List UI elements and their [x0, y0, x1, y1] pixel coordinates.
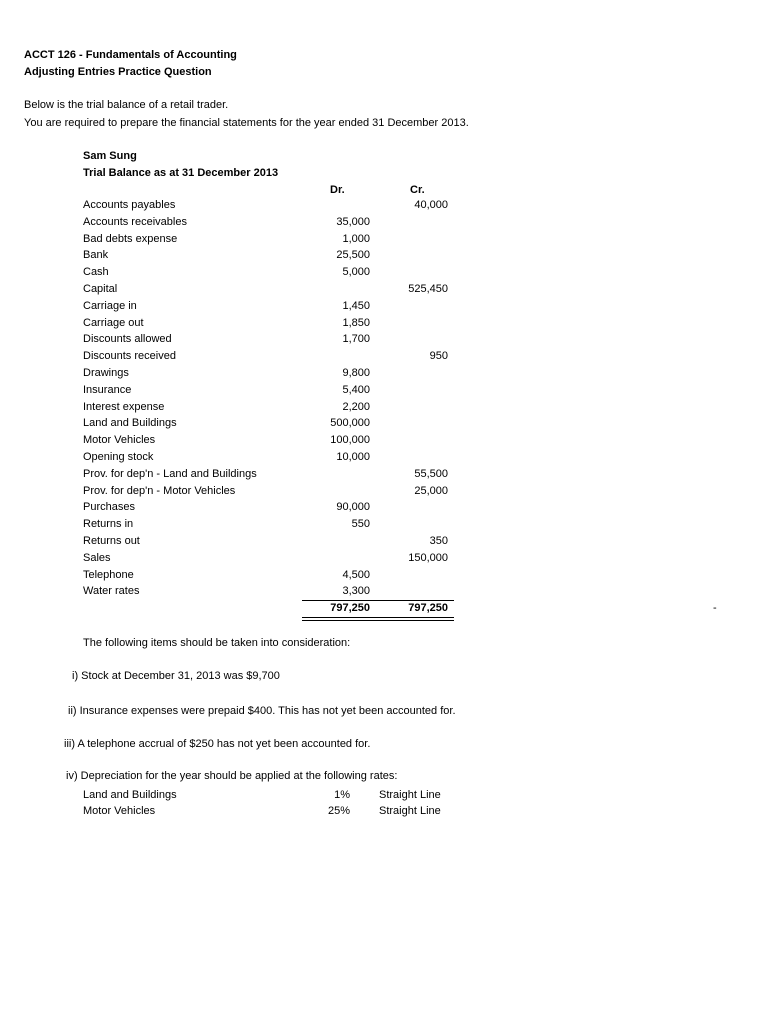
dep-method-2: Straight Line [379, 805, 441, 817]
table-row [0, 516, 768, 533]
item-4 [66, 769, 397, 783]
account-name: Prov. for dep'n - Land and Buildings [83, 467, 257, 480]
item-3 [64, 737, 370, 751]
credit-value: 150,000 [408, 551, 448, 564]
table-row [0, 247, 768, 264]
account-name: Discounts allowed [83, 333, 172, 346]
table-row [0, 331, 768, 348]
stray-dash: - [713, 602, 717, 614]
dep-asset-2: Motor Vehicles [83, 805, 156, 817]
account-name: Accounts receivables [83, 215, 187, 228]
account-name: Water rates [83, 585, 140, 598]
debit-value: 2,200 [342, 400, 370, 413]
debit-value: 9,800 [342, 367, 370, 379]
debit-value: 90,000 [336, 501, 370, 514]
account-name: Interest expense [83, 400, 165, 413]
total-row [0, 600, 768, 617]
account-name: Drawings [83, 367, 129, 379]
debit-value: 5,000 [342, 266, 370, 279]
item-4-text: Depreciation for the year should be applied at the following rates: [80, 770, 398, 782]
table-row [0, 281, 768, 298]
credit-value: 55,500 [414, 467, 448, 480]
dep-asset-1: Land and Buildings [83, 789, 177, 801]
credit-value: 40,000 [414, 199, 448, 211]
account-name: Carriage out [83, 316, 144, 329]
account-name: Motor Vehicles [83, 434, 156, 447]
table-row [0, 382, 768, 399]
item-2 [68, 704, 456, 718]
table-row [0, 432, 768, 449]
account-name: Telephone [83, 568, 134, 581]
account-name: Prov. for dep'n - Motor Vehicles [83, 484, 236, 497]
account-name: Discounts received [83, 350, 176, 363]
debit-value: 1,850 [342, 316, 370, 329]
table-row [0, 550, 768, 567]
company-name: Sam Sung [83, 150, 137, 162]
table-row [0, 348, 768, 365]
table-row [0, 365, 768, 382]
item-1 [72, 669, 280, 683]
total-dr: 797,250 [330, 602, 370, 614]
total-double-rule-2 [302, 620, 454, 621]
table-row [0, 466, 768, 483]
account-name: Insurance [83, 383, 132, 396]
account-name: Opening stock [83, 451, 154, 463]
account-name: Purchases [83, 501, 135, 514]
practice-subtitle: Adjusting Entries Practice Question [24, 66, 212, 78]
item-4-number: iv) [66, 770, 78, 782]
table-row [0, 583, 768, 600]
table-row [0, 298, 768, 315]
debit-value: 35,000 [336, 215, 370, 228]
table-row [0, 449, 768, 466]
total-double-rule-1 [302, 617, 454, 618]
debit-value: 550 [351, 518, 370, 531]
account-name: Returns in [83, 518, 134, 531]
debit-value: 10,000 [336, 451, 370, 463]
trial-balance-title: Trial Balance as at 31 December 2013 [83, 167, 279, 179]
debit-value: 4,500 [342, 568, 370, 581]
credit-value: 25,000 [414, 484, 448, 497]
intro-line-1: Below is the trial balance of a retail trader. [24, 99, 229, 111]
debit-value: 3,300 [342, 585, 370, 598]
table-row [0, 197, 768, 214]
table-row [0, 533, 768, 550]
intro-line-2: You are required to prepare the financial statements for the year ended 31 December 2013. [24, 117, 469, 129]
debit-value: 1,000 [342, 232, 370, 245]
credit-value: 525,450 [408, 283, 448, 295]
debit-value: 1,450 [342, 299, 370, 312]
account-name: Bad debts expense [83, 232, 178, 245]
account-name: Returns out [83, 535, 140, 547]
debit-value: 1,700 [342, 333, 370, 346]
credit-value: 350 [429, 535, 448, 547]
account-name: Bank [83, 249, 109, 262]
dep-rate-2: 25% [327, 805, 350, 817]
table-row [0, 499, 768, 516]
account-name: Land and Buildings [83, 417, 177, 430]
table-row [0, 399, 768, 416]
table-row [0, 214, 768, 231]
dr-column-header: Dr. [330, 184, 345, 196]
dep-rate-1: 1% [334, 789, 350, 801]
debit-value: 5,400 [342, 383, 370, 396]
course-title: ACCT 126 - Fundamentals of Accounting [24, 49, 237, 61]
account-name: Carriage in [83, 299, 137, 312]
account-name: Cash [83, 266, 109, 279]
cr-column-header: Cr. [410, 184, 425, 196]
debit-value: 25,500 [336, 249, 370, 262]
item-2-text: Insurance expenses were prepaid $400. This has not yet been accounted for. [79, 705, 456, 717]
table-row [0, 567, 768, 584]
table-row [0, 483, 768, 500]
table-row [0, 315, 768, 332]
total-cr: 797,250 [408, 602, 448, 614]
table-row [0, 264, 768, 281]
dep-method-1: Straight Line [379, 789, 441, 801]
item-2-number: ii) [68, 705, 77, 717]
item-3-number: iii) [64, 738, 75, 750]
account-name: Sales [83, 551, 111, 564]
table-row [0, 415, 768, 432]
item-3-text: A telephone accrual of $250 has not yet been accounted for. [77, 738, 371, 750]
debit-value: 500,000 [330, 417, 370, 430]
item-1-number: i) [72, 670, 79, 682]
debit-value: 100,000 [330, 434, 370, 447]
table-row [0, 231, 768, 248]
account-name: Accounts payables [83, 199, 176, 211]
account-name: Capital [83, 283, 118, 295]
item-1-text: Stock at December 31, 2013 was $9,700 [81, 670, 280, 682]
credit-value: 950 [429, 350, 448, 363]
considerations-heading: The following items should be taken into consideration: [83, 637, 351, 649]
